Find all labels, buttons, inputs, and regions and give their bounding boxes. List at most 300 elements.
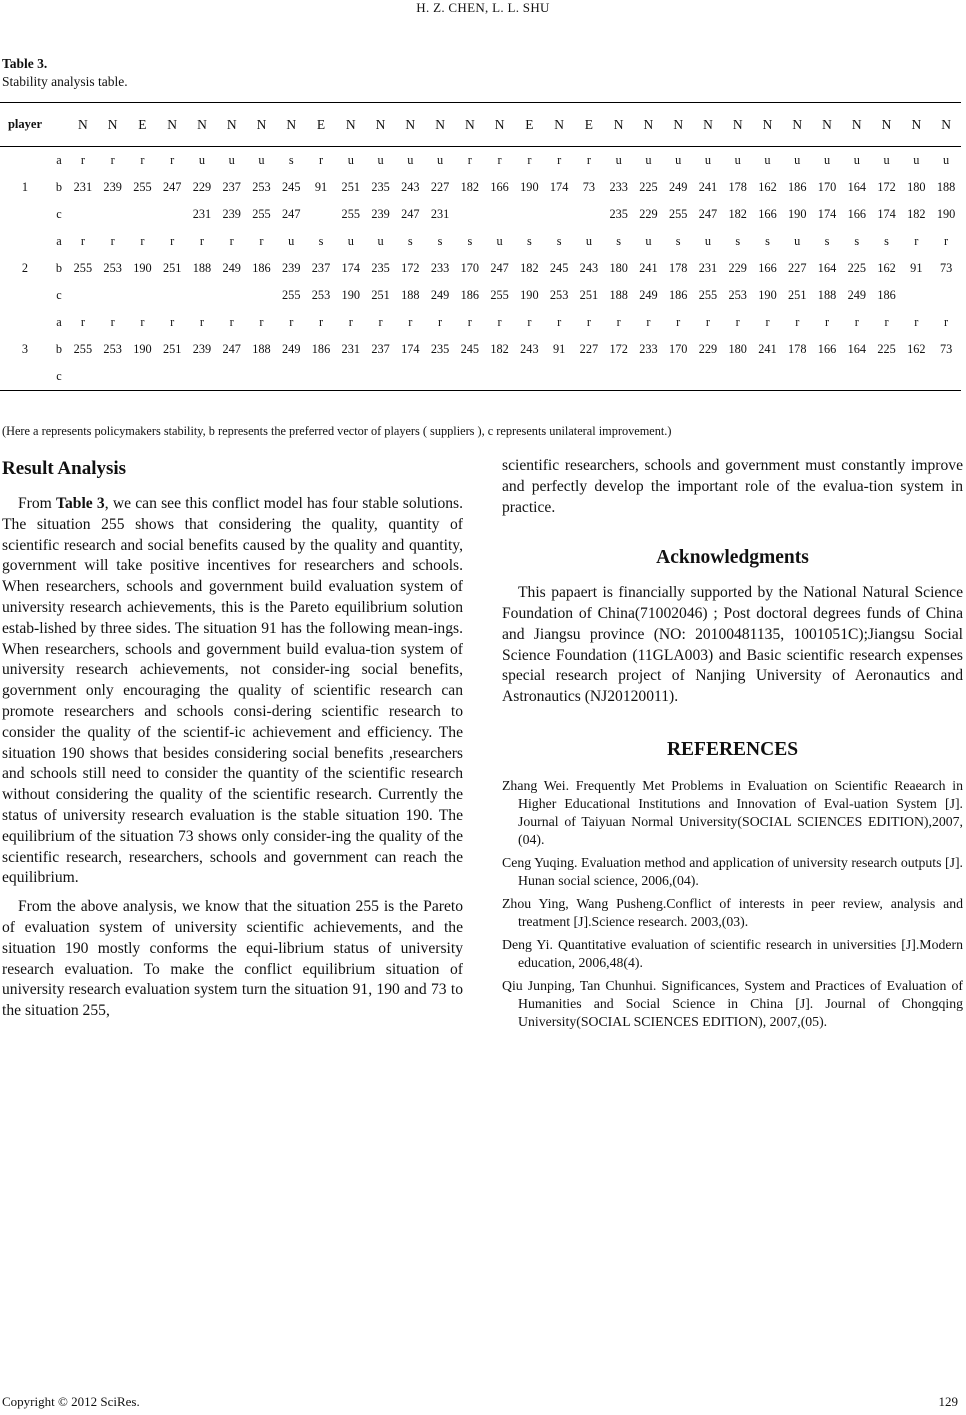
table-cell (872, 363, 902, 391)
table-cell (68, 363, 98, 391)
table-cell: 253 (252, 180, 271, 194)
table-cell: u (704, 234, 712, 248)
table-cell: u (407, 153, 414, 167)
table-cell: 182 (728, 207, 747, 221)
table-cell: 182 (520, 261, 539, 275)
table-cell: 180 (907, 180, 926, 194)
table-cell: r (348, 315, 353, 329)
header-cell: N (375, 116, 386, 132)
table-cell: 190 (788, 207, 807, 221)
right-column (502, 456, 963, 1036)
table-cell: s (735, 234, 741, 248)
table-cell: 186 (252, 261, 271, 275)
table-cell: u (794, 234, 801, 248)
table-cell: 188 (252, 342, 271, 356)
table-cell (128, 282, 158, 309)
table-cell: 190 (520, 180, 539, 194)
table-cell: r (140, 153, 145, 167)
row-label-a: a (56, 153, 62, 167)
table-cell: 251 (162, 261, 182, 275)
header-cell: E (138, 116, 147, 132)
table-cell: 164 (847, 342, 867, 356)
table-cell: 255 (490, 288, 509, 302)
table-cell: u (347, 153, 354, 167)
table-cell: 253 (103, 261, 122, 275)
table-cell: 237 (311, 261, 331, 275)
table-cell: 188 (817, 288, 837, 302)
table-cell: 241 (639, 261, 658, 275)
table-caption (2, 55, 128, 91)
table-cell (68, 282, 98, 309)
table-cell: 229 (192, 180, 212, 194)
table-cell: s (407, 234, 413, 248)
table-cell: u (853, 153, 860, 167)
row-label-b: b (55, 261, 63, 275)
table-cell: r (80, 315, 85, 329)
table-cell (425, 363, 455, 391)
header-cell: E (584, 116, 594, 132)
table-cell: u (645, 234, 652, 248)
table-cell: s (288, 153, 294, 167)
table-cell: 249 (430, 288, 450, 302)
table-cell: 182 (907, 207, 926, 221)
table-cell: 170 (668, 342, 688, 356)
table-cell (544, 201, 574, 228)
table-cell: 243 (579, 261, 599, 275)
table-cell: 243 (401, 180, 420, 194)
table-cell (98, 363, 128, 391)
header-cell: N (554, 116, 564, 132)
table-cell: r (914, 234, 919, 248)
table-row (0, 255, 961, 282)
table-cell: u (496, 234, 503, 248)
table-cell: 166 (758, 207, 777, 221)
table-cell (514, 201, 544, 228)
header-cell: N (941, 116, 951, 132)
table-cell: s (884, 234, 889, 248)
table-row (0, 228, 961, 255)
table-cell: 186 (311, 342, 331, 356)
table-cell: 73 (582, 180, 596, 194)
table-cell: 235 (371, 261, 390, 275)
table-cell: 253 (549, 288, 569, 302)
header-cell: N (167, 116, 178, 132)
table-cell: r (289, 315, 294, 329)
table-cell: r (170, 234, 175, 248)
table-cell: 253 (728, 288, 747, 302)
table-cell: 245 (282, 180, 301, 194)
row-label-b: b (55, 180, 63, 194)
table-cell: r (140, 234, 145, 248)
table-cell (276, 363, 306, 391)
page-number: 129 (938, 1394, 958, 1409)
table-cell (931, 282, 961, 309)
table-cell: 166 (490, 180, 509, 194)
table-cell (723, 363, 753, 391)
table-cell: r (80, 153, 85, 167)
table-cell: 164 (817, 261, 837, 275)
row-label-c: c (56, 288, 62, 302)
table-cell: 241 (758, 342, 777, 356)
table-cell: s (526, 234, 532, 248)
table-cell: 186 (877, 288, 896, 302)
table-cell: 229 (639, 207, 658, 221)
table-cell: 249 (668, 180, 688, 194)
table-cell: 255 (282, 288, 301, 302)
table-cell: u (883, 153, 890, 167)
table-cell: r (110, 234, 115, 248)
table-cell: 251 (341, 180, 360, 194)
table-cell: 233 (430, 261, 450, 275)
table-cell: 166 (817, 342, 837, 356)
table-cell: 247 (490, 261, 509, 275)
table-cell: u (823, 153, 831, 167)
table-cell: r (467, 315, 472, 329)
table-cell: 247 (698, 207, 718, 221)
table-cell (753, 363, 783, 391)
header-cell: N (732, 116, 743, 132)
table-cell: 249 (282, 342, 301, 356)
header-cell: N (464, 116, 475, 132)
table-cell (663, 363, 693, 391)
table-cell: r (110, 315, 115, 329)
table-cell: r (557, 153, 562, 167)
row-label-a: a (56, 234, 62, 248)
table-cell: 243 (520, 342, 539, 356)
table-row (0, 174, 961, 201)
table-cell: 190 (133, 342, 152, 356)
table-cell: r (408, 315, 413, 329)
table-cell: 245 (460, 342, 480, 356)
table-cell: 249 (847, 288, 867, 302)
reference-item: Zhou Ying, Wang Pusheng.Conflict of interests in peer review, analysis and treatment [J].Science research. 2003,(03). (502, 895, 963, 929)
table-cell: s (854, 234, 860, 248)
table-cell (931, 363, 961, 391)
header-cell: N (881, 116, 892, 132)
table-cell: 237 (222, 180, 241, 194)
table-cell (455, 201, 485, 228)
header-cell: N (822, 116, 832, 132)
table-cell: 251 (162, 342, 182, 356)
table-cell (98, 201, 128, 228)
table-cell: u (288, 234, 295, 248)
table-cell (604, 363, 634, 391)
table-caption-text: Stability analysis table. (2, 74, 128, 89)
table-cell: s (318, 234, 324, 248)
header-cell: N (911, 116, 922, 132)
table-cell (901, 282, 931, 309)
table-cell: r (586, 153, 591, 167)
table-cell: r (497, 315, 502, 329)
table-cell: 174 (549, 180, 569, 194)
table-cell: u (645, 153, 652, 167)
table-cell: r (318, 315, 324, 329)
table-cell: 162 (758, 180, 777, 194)
table-cell: 190 (133, 261, 152, 275)
table-cell: r (229, 315, 234, 329)
table-cell: 239 (282, 261, 301, 275)
table-cell: r (765, 315, 770, 329)
table-cell: r (467, 153, 472, 167)
table-cell: 186 (788, 180, 807, 194)
table-cell: r (557, 315, 562, 329)
table-cell: u (228, 153, 235, 167)
result-analysis-paragraph-2: From the above analysis, we know that the situation 255 is the Pareto of evaluation system of university scientific achievements, and the situation 190 mostly conforms the equi-librium status of university research evaluation. To make the conflict equilibrium situation of university research evaluation system turn the situation 91, 190 and 73 to the situation 255, (2, 898, 463, 1020)
table-cell (187, 282, 217, 309)
table-cell: r (80, 234, 85, 248)
table-cell: 245 (549, 261, 569, 275)
reference-item: Deng Yi. Quantitative evaluation of scientific research in universities [J].Modern education, 2006,48(4). (502, 936, 963, 970)
table-cell: 233 (639, 342, 658, 356)
table-cell: 235 (430, 342, 450, 356)
table-row (0, 147, 961, 175)
reference-item: Ceng Yuqing. Evaluation method and application of university research outputs [J]. Hunan social science, 2006,(04). (502, 854, 963, 888)
table-row (0, 336, 961, 363)
acknowledgments-heading: Acknowledgments (656, 547, 809, 569)
table-cell (366, 363, 396, 391)
table-cell (485, 363, 515, 391)
table-cell: 231 (192, 207, 212, 221)
table-cell: 174 (341, 261, 360, 275)
header-cell: N (703, 116, 713, 132)
table-cell: 180 (609, 261, 628, 275)
table-cell: 73 (939, 261, 953, 275)
header-cell: N (613, 116, 624, 132)
table-cell: u (347, 234, 354, 248)
table-cell: 174 (401, 342, 420, 356)
table-cell: 190 (758, 288, 777, 302)
table-cell: u (198, 153, 206, 167)
table-cell: r (259, 315, 264, 329)
table-cell: 182 (460, 180, 480, 194)
table-cell: 247 (162, 180, 182, 194)
table-cell: s (556, 234, 562, 248)
table-cell: 255 (73, 342, 93, 356)
table-cell (247, 363, 277, 391)
table-cell: r (914, 315, 919, 329)
table-cell: 255 (133, 180, 152, 194)
header-cell: N (435, 116, 445, 132)
table-cell: u (764, 153, 771, 167)
table-cell: r (824, 315, 830, 329)
table-cell: 188 (401, 288, 420, 302)
table-cell (901, 363, 931, 391)
acknowledgments-text: This papaert is financially supported by the National Natural Science Foundation of China(71002046) ; Post doctoral degrees funds of China and Jiangsu province (NO: 20100481135, 1001051C);Jiangsu Social Science Foundation (11GLA003) and Basic scientific research expenses special research project of Nanjing University of Aeronautics and Astronautics (NJ20120011). (502, 584, 963, 706)
header-cell: N (107, 116, 118, 132)
player-id-cell: 1 (21, 180, 29, 194)
row-label-c: c (56, 369, 62, 383)
table-cell: 227 (579, 342, 599, 356)
row-label-b: b (55, 342, 63, 356)
table-note: (Here a represents policymakers stability, b represents the preferred vector of players ( suppliers ), c represents unilateral improvement.) (2, 424, 672, 438)
table-cell (634, 363, 664, 391)
table-cell: u (794, 153, 801, 167)
table-cell: r (170, 315, 175, 329)
table-cell: s (437, 234, 443, 248)
table-cell (157, 363, 187, 391)
header-cell: E (525, 116, 534, 132)
table-cell: 170 (460, 261, 480, 275)
table-cell: 239 (222, 207, 241, 221)
table-cell: 239 (371, 207, 390, 221)
table-cell: 174 (877, 207, 896, 221)
result-analysis-heading: Result Analysis (2, 458, 127, 479)
header-cell: N (762, 116, 773, 132)
table-cell: 237 (371, 342, 390, 356)
row-label-header (50, 103, 68, 147)
table-cell: 188 (609, 288, 628, 302)
table-cell: 255 (73, 261, 93, 275)
table-cell: r (229, 234, 234, 248)
table-cell: 170 (817, 180, 837, 194)
table-cell (842, 363, 872, 391)
table-cell (217, 282, 247, 309)
header-cell: N (792, 116, 803, 132)
table-cell: 251 (579, 288, 599, 302)
table-cell: 241 (698, 180, 718, 194)
result-analysis-paragraph-1 (2, 494, 463, 889)
table-cell: 180 (728, 342, 747, 356)
table-cell (306, 201, 336, 228)
table-cell (128, 363, 158, 391)
table-cell: u (377, 234, 384, 248)
reference-item: Qiu Junping, Tan Chunhui. Significances, System and Practices of Evaluation of Humanities and Social Science in China [J]. Journal of Chongqing University(SOCIAL SCIENCES EDITION), 2007,(05). (502, 977, 963, 1029)
table-cell: r (586, 315, 591, 329)
reference-item: Zhang Wei. Frequently Met Problems in Evaluation on Scientific Reaearch in Higher Educational Institutions and Innovation of Eval-uation System [J]. Journal of Taiyuan Normal University(SOCIAL SCIENCES EDITION),2007,(04). (502, 777, 963, 847)
header-cell: N (226, 116, 237, 132)
copyright-footer: Copyright © 2012 SciRes. (2, 1394, 140, 1409)
table-cell: r (259, 234, 264, 248)
table-cell: r (140, 315, 145, 329)
table-cell (187, 363, 217, 391)
table-cell: r (438, 315, 443, 329)
table-cell (544, 363, 574, 391)
table-cell: 231 (698, 261, 718, 275)
table-cell: 174 (817, 207, 837, 221)
table-cell: 255 (341, 207, 360, 221)
table-cell: 166 (758, 261, 777, 275)
table-cell: r (854, 315, 859, 329)
table-cell: 188 (936, 180, 956, 194)
table-cell: r (616, 315, 621, 329)
table-cell: 247 (222, 342, 241, 356)
header-cell: N (851, 116, 862, 132)
table-cell: 73 (939, 342, 953, 356)
table-cell: s (616, 234, 622, 248)
table-cell: 91 (314, 180, 328, 194)
table-cell: 188 (192, 261, 212, 275)
table-cell: 164 (847, 180, 867, 194)
table-cell: u (675, 153, 682, 167)
table-cell: u (734, 153, 741, 167)
table-cell: u (258, 153, 265, 167)
table-cell: 186 (668, 288, 688, 302)
table-cell: u (585, 234, 592, 248)
table-cell: 178 (728, 180, 747, 194)
table-cell (693, 363, 723, 391)
table-cell: 227 (788, 261, 807, 275)
table-cell: 190 (341, 288, 360, 302)
header-cell: N (256, 116, 267, 132)
table-row (0, 282, 961, 309)
table-cell: 229 (728, 261, 747, 275)
header-cell: N (673, 116, 684, 132)
table-cell: 235 (371, 180, 390, 194)
header-cell: E (316, 116, 326, 132)
table-cell: r (110, 153, 115, 167)
header-cell: N (345, 116, 356, 132)
header-cell: N (78, 116, 88, 132)
header-cell: N (494, 116, 505, 132)
table-cell: 225 (639, 180, 658, 194)
table-cell: 231 (341, 342, 360, 356)
table-cell: 253 (103, 342, 122, 356)
table-cell (98, 282, 128, 309)
table-cell: 239 (192, 342, 212, 356)
table-cell: 255 (668, 207, 688, 221)
table-cell: 166 (847, 207, 867, 221)
table-cell: 239 (103, 180, 122, 194)
table-cell: 229 (698, 342, 718, 356)
table-cell: 172 (401, 261, 420, 275)
table-cell: 253 (311, 288, 331, 302)
table-cell: r (735, 315, 740, 329)
table-cell: 249 (639, 288, 658, 302)
table-cell: 225 (847, 261, 867, 275)
table-cell: 91 (910, 261, 923, 275)
table-row (0, 201, 961, 228)
table-cell: 225 (877, 342, 896, 356)
table-cell: 190 (520, 288, 539, 302)
table-cell: 178 (788, 342, 807, 356)
table-cell: 172 (877, 180, 896, 194)
table-cell: 162 (877, 261, 896, 275)
references-heading: REFERENCES (666, 738, 799, 760)
table-cell: r (944, 234, 949, 248)
table-cell: r (944, 315, 949, 329)
table-cell: 255 (698, 288, 718, 302)
references-list (502, 777, 963, 1031)
table-cell: 233 (609, 180, 628, 194)
table-cell: 227 (430, 180, 450, 194)
table-body (0, 147, 961, 391)
table-cell: 172 (609, 342, 628, 356)
table-cell: 231 (430, 207, 450, 221)
table-cell: 249 (222, 261, 241, 275)
paragraph-lead: From (18, 495, 57, 512)
table-cell (782, 363, 812, 391)
header-cell: N (286, 116, 297, 132)
table-cell (217, 363, 247, 391)
table-cell (395, 363, 425, 391)
table-cell: u (913, 153, 920, 167)
table-cell: r (527, 153, 532, 167)
table-cell: u (704, 153, 712, 167)
paragraph-body: , we can see this conflict model has four stable solutions. The situation 255 shows that considering the quality, quantity of scientific research and social benefits caused by the quality and quantity, government will take positive incentives for researchers and schools. When researchers, schools and government build evaluation system of university research achievements, this is the Pareto equilibrium solution estab-lished by three sides. The situation 91 has the following mean-ings. When researchers, schools and government build evalua-tion system of university research achievements, not consider-ing social benefits, government only encouraging the quality of scientific research can promote researchers and schools consi-dering scientific research to consider the quality of the scientif-ic achievement and efficiency. The situation 190 shows that besides considering social benefits ,researchers and schools still need to consider the quantity of the scientific research without considering the quality of the scientific research. Currently the status of university research evaluation is the stable situation 190. The equilibrium of the situation 73 shows only consider-ing the quality of the scientific research, researchers, schools and government can reach the equilibrium. (2, 495, 464, 887)
table-cell: u (377, 153, 384, 167)
header-cell: N (405, 116, 416, 132)
table-cell: s (824, 234, 830, 248)
table-cell (485, 201, 515, 228)
table-cell: 251 (371, 288, 390, 302)
player-id-cell: 2 (21, 261, 29, 275)
player-column-header: player (7, 117, 43, 131)
row-label-c: c (56, 207, 62, 221)
stability-table-container (0, 102, 961, 391)
table-cell (336, 363, 366, 391)
table-cell (574, 363, 604, 391)
table-header-row (0, 103, 961, 147)
